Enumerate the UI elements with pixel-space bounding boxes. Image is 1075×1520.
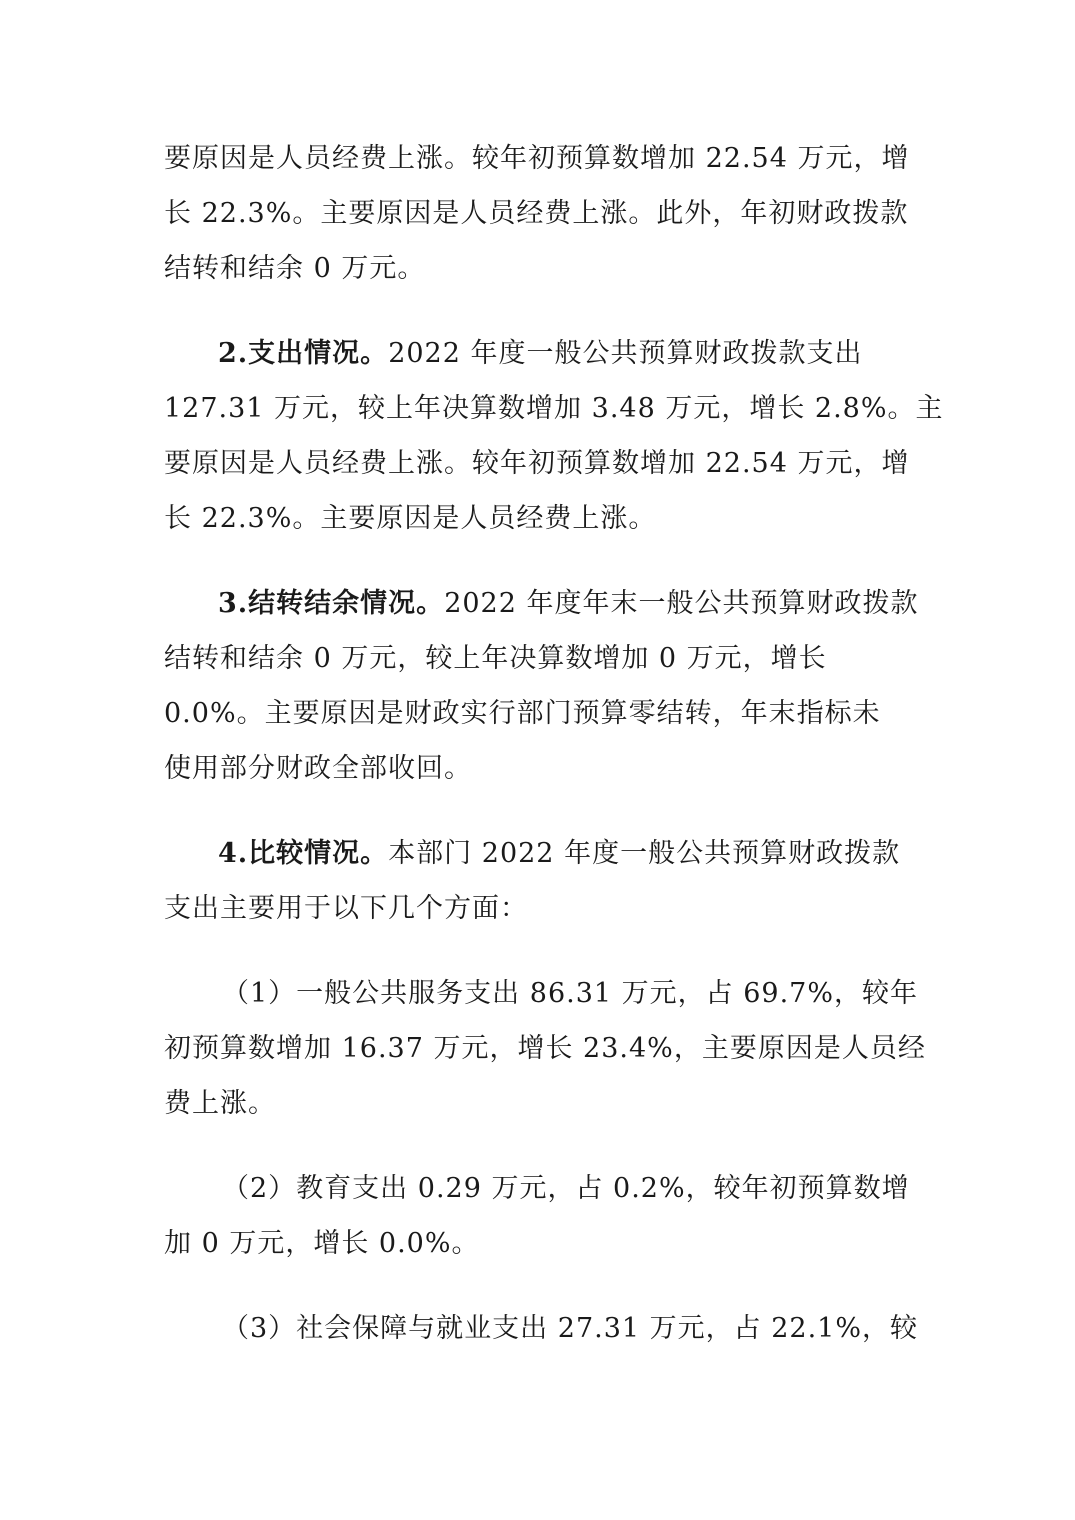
section-4-heading: 4.比较情况。 [218,838,389,869]
list-item-line: （1）一般公共服务支出 86.31 万元，占 69.7%，较年 [222,978,918,1009]
paragraph-line: 长 22.3%。主要原因是人员经费上涨。此外，年初财政拨款 [164,198,909,229]
section-2-first-line [218,336,862,372]
paragraph-line: 长 22.3%。主要原因是人员经费上涨。 [164,503,657,534]
section-4-first-line [218,836,900,872]
section-4-text: 本部门 2022 年度一般公共预算财政拨款 [388,838,901,869]
paragraph-line: 要原因是人员经费上涨。较年初预算数增加 22.54 万元，增 [164,143,910,174]
list-item-line: 初预算数增加 16.37 万元，增长 23.4%，主要原因是人员经 [164,1033,926,1064]
list-item-line: （2）教育支出 0.29 万元，占 0.2%，较年初预算数增 [222,1173,910,1204]
paragraph-line: 127.31 万元，较上年决算数增加 3.48 万元，增长 2.8%。主 [164,393,944,424]
list-item-line: 加 0 万元，增长 0.0%。 [164,1228,480,1259]
paragraph-line: 使用部分财政全部收回。 [164,753,472,784]
paragraph-line: 要原因是人员经费上涨。较年初预算数增加 22.54 万元，增 [164,448,910,479]
paragraph-line: 结转和结余 0 万元，较上年决算数增加 0 万元，增长 [164,643,827,674]
paragraph-line: 支出主要用于以下几个方面： [164,893,528,924]
section-3-text: 2022 年度年末一般公共预算财政拨款 [444,588,919,619]
section-2-heading: 2.支出情况。 [218,338,389,369]
paragraph-line: 0.0%。主要原因是财政实行部门预算零结转，年末指标未 [164,698,881,729]
list-item-line: （3）社会保障与就业支出 27.31 万元，占 22.1%，较 [222,1313,918,1344]
paragraph-line: 结转和结余 0 万元。 [164,253,426,284]
section-2-text: 2022 年度一般公共预算财政拨款支出 [388,338,863,369]
list-item-line: 费上涨。 [164,1088,276,1119]
section-3-first-line [218,586,918,622]
section-3-heading: 3.结转结余情况。 [218,588,445,619]
